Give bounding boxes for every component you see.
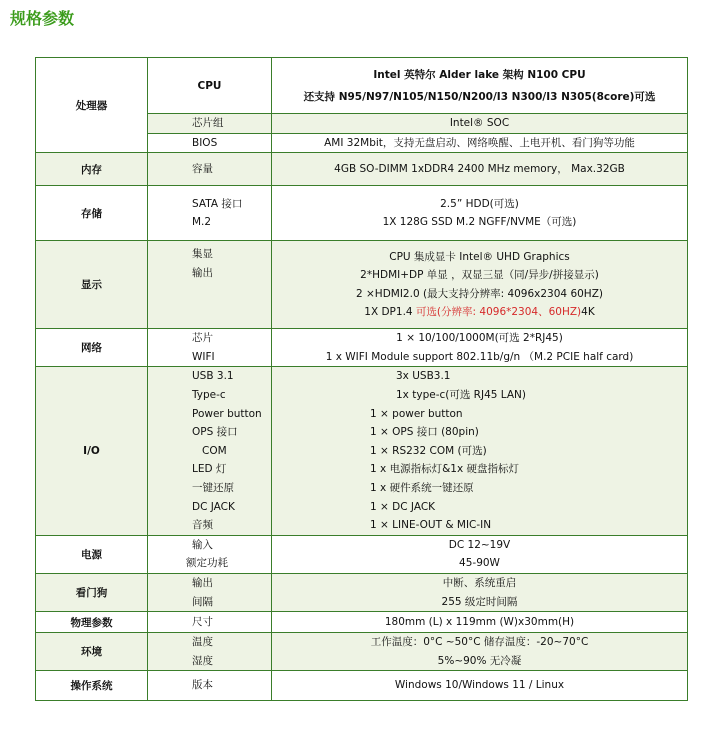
watchdog-values: 中断、系统重启 255 级定时间隔 [272,573,688,611]
page-title: 规格参数 [10,9,75,28]
bios-value: AMI 32Mbit，支持无盘启动、网络唤醒、上电开机、看门狗等功能 [272,133,688,153]
category-memory: 内存 [36,153,148,186]
power-labels: 输入 额定功耗 [148,535,272,573]
os-value: Windows 10/Windows 11 / Linux [272,671,688,701]
memory-value: 4GB SO-DIMM 1xDDR4 2400 MHz memory， Max.32GB [272,153,688,186]
cpu-label: CPU [148,58,272,114]
storage-labels: SATA 接口 M.2 [148,186,272,241]
cpu-value-line-1: Intel 英特尔 Alder lake 架构 N100 CPU [373,68,586,81]
category-storage: 存储 [36,186,148,241]
network-labels: 芯片 WIFI [148,329,272,367]
category-os: 操作系统 [36,671,148,701]
display-values: CPU 集成显卡 Intel® UHD Graphics 2*HDMI+DP 单显 ，双显三显（同/异步/拼接显示) 2 ×HDMI2.0 (最大支持分辨率: 4096x2304 60HZ) 1X DP1.4 可选(分辨率: 4096*2304、60HZ)4K [272,241,688,329]
environment-values: 工作温度：0°C ~50°C 储存温度：-20~70°C 5%~90% 无冷凝 [272,633,688,671]
dp-optional-resolution: 可选(分辨率: 4096*2304、60HZ) [415,306,582,319]
category-io: I/O [36,367,148,535]
category-processor: 处理器 [36,58,148,153]
display-labels: 集显 输出 [148,241,272,329]
io-labels: USB 3.1 Type-c Power button OPS 接口 COM LED 灯 一键还原 DC JACK 音频 [148,367,272,535]
watchdog-labels: 输出 间隔 [148,573,272,611]
category-display: 显示 [36,241,148,329]
dp-line: 1X DP1.4 可选(分辨率: 4096*2304、60HZ)4K [364,306,595,319]
category-network: 网络 [36,329,148,367]
storage-values: 2.5” HDD(可选) 1X 128G SSD M.2 NGFF/NVME（可选) [272,186,688,241]
cpu-value [272,58,688,114]
cpu-value-line-2: 还支持 N95/N97/N105/N150/N200/I3 N300/I3 N305(8core)可选 [303,90,656,103]
spec-table [35,57,688,701]
network-values: 1 × 10/100/1000M(可选 2*RJ45) 1 x WIFI Module support 802.11b/g/n （M.2 PCIE half card) [272,329,688,367]
category-physical: 物理参数 [36,612,148,633]
category-watchdog: 看门狗 [36,573,148,611]
chipset-value: Intel® SOC [272,114,688,134]
category-environment: 环境 [36,633,148,671]
physical-value: 180mm (L) x 119mm (W)x30mm(H) [272,612,688,633]
environment-labels: 温度 湿度 [148,633,272,671]
chipset-label: 芯片组 [148,114,272,134]
os-label: 版本 [148,671,272,701]
physical-label: 尺寸 [148,612,272,633]
power-values: DC 12~19V 45-90W [272,535,688,573]
category-power: 电源 [36,535,148,573]
io-values: 3x USB3.1 1x type-c(可选 RJ45 LAN) 1 × power button 1 × OPS 接口 (80pin) 1 × RS232 COM (可选) 1 x 电源指标灯&1x 硬盘指标灯 1 x 硬件系统一键还原 1 × DC JACK 1 × LINE-OUT & MIC-IN [272,367,688,535]
bios-label: BIOS [148,133,272,153]
memory-label: 容量 [148,153,272,186]
